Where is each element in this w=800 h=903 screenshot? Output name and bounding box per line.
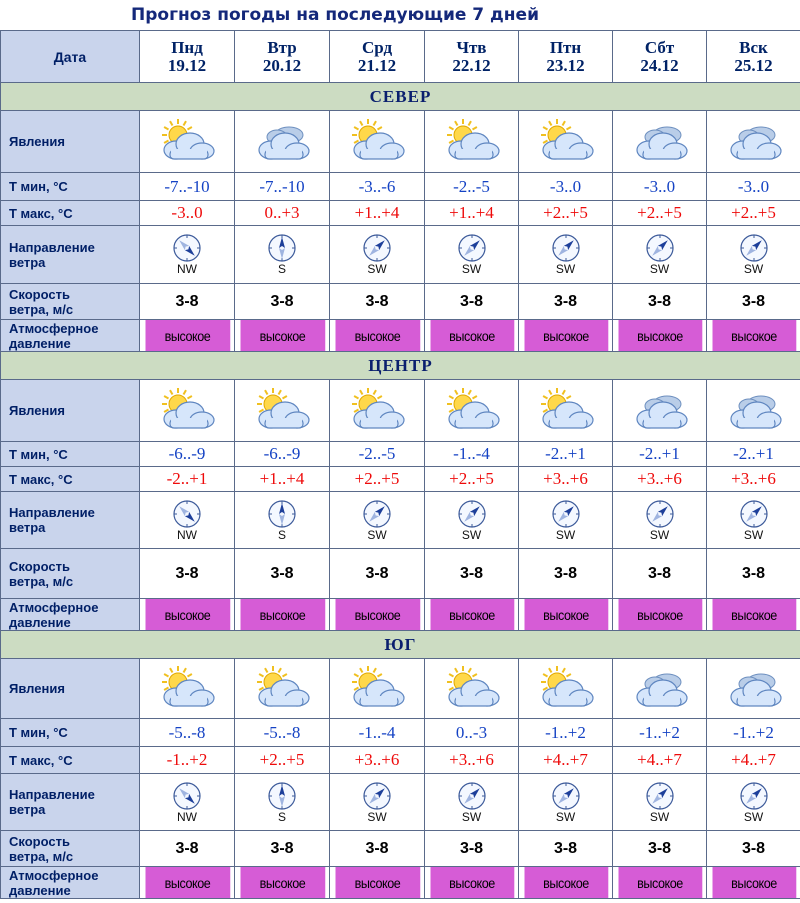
weather-cell <box>613 380 707 442</box>
wind-direction-value: S <box>277 527 286 542</box>
wind-speed-row <box>1 549 800 599</box>
tmax-value: +4..+7 <box>613 747 707 774</box>
wind-direction-row <box>1 226 800 284</box>
tmin-label: Т мин, °С <box>1 442 140 467</box>
tmin-value: -3..0 <box>519 173 613 201</box>
wind-direction-value: SW <box>649 809 670 824</box>
weather-cell <box>707 380 800 442</box>
day-name: Втр <box>267 37 297 57</box>
pressure-value: высокое <box>239 320 325 352</box>
weather-cell <box>140 111 235 173</box>
wind-direction-value: SW <box>555 809 576 824</box>
phenomena-label: Явления <box>1 111 140 173</box>
day-name: Срд <box>361 37 393 57</box>
wind-cell <box>235 226 330 284</box>
wind-direction-value: S <box>277 809 286 824</box>
wind-speed-value: 3-8 <box>140 284 235 320</box>
tmax-value: 0..+3 <box>235 201 330 226</box>
wind-direction-row <box>1 774 800 831</box>
wind-cell <box>140 774 235 831</box>
day-date: 20.12 <box>262 55 302 75</box>
pressure-row <box>1 599 800 631</box>
wind-direction-label <box>1 492 140 549</box>
tmax-value: +1..+4 <box>425 201 519 226</box>
pressure-value: высокое <box>334 599 420 631</box>
wind-cell <box>425 226 519 284</box>
tmax-value: +4..+7 <box>519 747 613 774</box>
tmin-value: -1..-4 <box>330 719 425 747</box>
weather-cell <box>519 659 613 719</box>
tmax-value: +2..+5 <box>519 201 613 226</box>
pressure-value: высокое <box>523 599 608 631</box>
wind-direction-value: SW <box>367 262 387 276</box>
wind-speed-label <box>1 831 140 867</box>
page-title: Прогноз погоды на последующие 7 дней <box>131 5 539 25</box>
wind-direction-value: NW <box>177 527 197 542</box>
pressure-label-line1: Атмосферное <box>9 867 99 883</box>
tmin-value: -5..-8 <box>235 719 330 747</box>
wind-cell <box>140 492 235 549</box>
wind-direction-label-line2: ветра <box>9 520 46 535</box>
day-header <box>330 31 425 83</box>
pressure-value: высокое <box>617 867 702 899</box>
wind-direction-value: SW <box>461 527 482 542</box>
wind-direction-value: SW <box>555 262 576 276</box>
tmax-label: Т макс, °С <box>1 747 140 774</box>
tmin-value: -1..-4 <box>425 442 519 467</box>
wind-speed-value: 3-8 <box>519 549 613 599</box>
pressure-value: высокое <box>429 599 514 631</box>
pressure-label <box>1 320 140 352</box>
day-name: Птн <box>549 37 582 57</box>
compass-icon <box>172 233 202 263</box>
partly-cloudy-icon <box>346 119 408 165</box>
weather-cell <box>140 659 235 719</box>
wind-speed-label-line2: ветра, м/с <box>9 301 74 317</box>
cloudy-icon <box>251 119 313 165</box>
compass-icon <box>457 781 487 811</box>
cloudy-icon <box>629 666 691 712</box>
wind-speed-value: 3-8 <box>613 284 707 320</box>
day-header <box>613 31 707 83</box>
compass-icon <box>362 233 392 263</box>
weather-cell <box>330 380 425 442</box>
region-title: ЦЕНТР <box>1 352 800 380</box>
partly-cloudy-icon <box>535 666 597 712</box>
wind-speed-label <box>1 549 140 599</box>
wind-speed-value: 3-8 <box>330 549 425 599</box>
wind-direction-label-line1: Направление <box>9 787 95 802</box>
wind-cell <box>330 226 425 284</box>
pressure-label-line2: давление <box>9 614 71 630</box>
tmin-value: -2..-5 <box>425 173 519 201</box>
wind-direction-value: S <box>277 262 286 276</box>
weather-cell <box>425 380 519 442</box>
day-date: 22.12 <box>452 55 491 75</box>
pressure-label-line2: давление <box>9 882 71 898</box>
wind-direction-value: SW <box>461 809 482 824</box>
compass-icon <box>267 233 297 263</box>
weather-cell <box>425 111 519 173</box>
wind-cell <box>425 774 519 831</box>
wind-speed-label-line2: ветра, м/с <box>9 573 74 589</box>
wind-direction-value: SW <box>649 262 670 276</box>
wind-direction-value: SW <box>743 809 764 824</box>
wind-speed-value: 3-8 <box>707 284 800 320</box>
wind-direction-label-line1: Направление <box>9 239 95 255</box>
wind-cell <box>425 492 519 549</box>
region-title: СЕВЕР <box>1 83 800 111</box>
compass-icon <box>739 233 769 263</box>
wind-cell <box>140 226 235 284</box>
compass-icon <box>362 781 392 811</box>
tmin-value: -2..+1 <box>519 442 613 467</box>
weather-cell <box>140 380 235 442</box>
tmax-value: -2..+1 <box>140 467 235 492</box>
tmin-value: -1..+2 <box>613 719 707 747</box>
day-header <box>707 31 800 83</box>
compass-icon <box>362 499 392 529</box>
wind-speed-value: 3-8 <box>519 284 613 320</box>
partly-cloudy-icon <box>441 666 503 712</box>
tmax-value: -3..0 <box>140 201 235 226</box>
weather-cell <box>707 111 800 173</box>
wind-direction-label-line2: ветра <box>9 802 46 817</box>
wind-cell <box>613 226 707 284</box>
tmin-value: -6..-9 <box>140 442 235 467</box>
pressure-value: высокое <box>144 867 230 899</box>
wind-direction-value: SW <box>461 262 482 276</box>
wind-cell <box>613 492 707 549</box>
compass-icon <box>645 233 675 263</box>
wind-speed-value: 3-8 <box>519 831 613 867</box>
tmin-row <box>1 173 800 201</box>
tmax-value: +3..+6 <box>613 467 707 492</box>
day-header <box>140 31 235 83</box>
weather-cell <box>330 111 425 173</box>
wind-speed-value: 3-8 <box>235 549 330 599</box>
tmin-value: -3..0 <box>707 173 800 201</box>
cloudy-icon <box>629 388 691 434</box>
wind-cell <box>330 774 425 831</box>
wind-speed-value: 3-8 <box>330 831 425 867</box>
cloudy-icon <box>723 388 785 434</box>
region-row <box>1 631 800 659</box>
tmin-value: -2..+1 <box>707 442 800 467</box>
wind-cell <box>519 492 613 549</box>
wind-speed-label <box>1 284 140 320</box>
wind-cell <box>707 226 800 284</box>
compass-icon <box>172 499 202 529</box>
weather-cell <box>707 659 800 719</box>
tmin-value: -1..+2 <box>519 719 613 747</box>
tmin-row <box>1 442 800 467</box>
weather-cell <box>519 380 613 442</box>
compass-icon <box>739 781 769 811</box>
partly-cloudy-icon <box>251 388 313 434</box>
date-header: Дата <box>1 31 140 83</box>
compass-icon <box>172 781 202 811</box>
weather-cell <box>613 111 707 173</box>
wind-speed-value: 3-8 <box>425 831 519 867</box>
compass-icon <box>267 499 297 529</box>
wind-direction-value: SW <box>367 527 387 542</box>
tmin-value: -5..-8 <box>140 719 235 747</box>
wind-speed-label-line2: ветра, м/с <box>9 848 74 864</box>
partly-cloudy-icon <box>441 388 503 434</box>
compass-icon <box>551 233 581 263</box>
wind-speed-value: 3-8 <box>330 284 425 320</box>
tmin-value: -6..-9 <box>235 442 330 467</box>
pressure-value: высокое <box>429 320 514 352</box>
pressure-value: высокое <box>711 867 796 899</box>
tmax-row <box>1 201 800 226</box>
partly-cloudy-icon <box>156 666 218 712</box>
compass-icon <box>739 499 769 529</box>
wind-direction-value: NW <box>177 262 197 276</box>
pressure-label-line1: Атмосферное <box>9 320 99 336</box>
pressure-value: высокое <box>144 320 230 352</box>
day-header <box>425 31 519 83</box>
tmin-value: -2..-5 <box>330 442 425 467</box>
wind-speed-value: 3-8 <box>613 831 707 867</box>
day-header <box>235 31 330 83</box>
tmin-label: Т мин, °С <box>1 173 140 201</box>
day-date: 24.12 <box>640 55 679 75</box>
wind-direction-value: SW <box>743 262 764 276</box>
wind-speed-value: 3-8 <box>140 549 235 599</box>
weather-cell <box>235 659 330 719</box>
tmax-row <box>1 747 800 774</box>
region-title: ЮГ <box>1 631 800 659</box>
tmax-value: +2..+5 <box>235 747 330 774</box>
tmax-value: +2..+5 <box>425 467 519 492</box>
region-row <box>1 83 800 111</box>
tmin-value: -3..0 <box>613 173 707 201</box>
tmin-value: -3..-6 <box>330 173 425 201</box>
cloudy-icon <box>723 119 785 165</box>
tmax-value: +3..+6 <box>707 467 800 492</box>
compass-icon <box>551 499 581 529</box>
pressure-row <box>1 867 800 899</box>
wind-cell <box>519 226 613 284</box>
tmin-value: -2..+1 <box>613 442 707 467</box>
tmin-row <box>1 719 800 747</box>
pressure-value: высокое <box>711 599 796 631</box>
wind-speed-value: 3-8 <box>613 549 707 599</box>
day-date: 21.12 <box>357 55 397 75</box>
wind-direction-value: SW <box>743 527 764 542</box>
tmax-value: +1..+4 <box>235 467 330 492</box>
wind-direction-value: SW <box>649 527 670 542</box>
compass-icon <box>551 781 581 811</box>
day-name: Пнд <box>171 37 203 57</box>
partly-cloudy-icon <box>346 388 408 434</box>
wind-speed-label-line1: Скорость <box>9 286 70 302</box>
compass-icon <box>457 233 487 263</box>
weather-cell <box>425 659 519 719</box>
compass-icon <box>645 499 675 529</box>
pressure-label-line1: Атмосферное <box>9 599 99 615</box>
wind-cell <box>330 492 425 549</box>
phenomena-row <box>1 111 800 173</box>
tmin-value: 0..-3 <box>425 719 519 747</box>
pressure-value: высокое <box>523 867 608 899</box>
partly-cloudy-icon <box>441 119 503 165</box>
partly-cloudy-icon <box>346 666 408 712</box>
phenomena-row <box>1 380 800 442</box>
wind-direction-value: SW <box>367 809 387 824</box>
tmax-value: +1..+4 <box>330 201 425 226</box>
cloudy-icon <box>723 666 785 712</box>
day-date: 19.12 <box>167 55 207 75</box>
forecast-table <box>0 30 800 899</box>
weather-cell <box>613 659 707 719</box>
day-name: Чтв <box>456 37 487 57</box>
partly-cloudy-icon <box>156 119 218 165</box>
day-name: Сбт <box>644 37 675 57</box>
tmin-value: -1..+2 <box>707 719 800 747</box>
weather-cell <box>330 659 425 719</box>
wind-speed-value: 3-8 <box>707 549 800 599</box>
tmax-row <box>1 467 800 492</box>
weather-cell <box>519 111 613 173</box>
partly-cloudy-icon <box>535 119 597 165</box>
pressure-value: высокое <box>144 599 230 631</box>
wind-cell <box>707 774 800 831</box>
pressure-value: высокое <box>239 867 325 899</box>
compass-icon <box>457 499 487 529</box>
wind-cell <box>613 774 707 831</box>
wind-speed-label-line1: Скорость <box>9 558 70 574</box>
wind-cell <box>707 492 800 549</box>
tmax-value: +3..+6 <box>425 747 519 774</box>
tmax-value: +2..+5 <box>707 201 800 226</box>
region-row <box>1 352 800 380</box>
wind-speed-value: 3-8 <box>140 831 235 867</box>
wind-speed-value: 3-8 <box>425 284 519 320</box>
phenomena-label: Явления <box>1 380 140 442</box>
day-header <box>519 31 613 83</box>
tmax-label: Т макс, °С <box>1 201 140 226</box>
partly-cloudy-icon <box>156 388 218 434</box>
wind-cell <box>235 492 330 549</box>
wind-speed-value: 3-8 <box>425 549 519 599</box>
wind-direction-label <box>1 774 140 831</box>
tmax-value: +4..+7 <box>707 747 800 774</box>
tmin-value: -7..-10 <box>140 173 235 201</box>
day-name: Вск <box>739 37 768 57</box>
tmin-value: -7..-10 <box>235 173 330 201</box>
compass-icon <box>645 781 675 811</box>
compass-icon <box>267 781 297 811</box>
wind-direction-value: NW <box>177 809 197 824</box>
tmax-value: +3..+6 <box>519 467 613 492</box>
wind-cell <box>235 774 330 831</box>
weather-cell <box>235 111 330 173</box>
header-row <box>1 31 800 83</box>
wind-speed-value: 3-8 <box>235 284 330 320</box>
pressure-label-line2: давление <box>9 335 71 351</box>
weather-cell <box>235 380 330 442</box>
pressure-label <box>1 599 140 631</box>
pressure-value: высокое <box>711 320 796 352</box>
wind-direction-row <box>1 492 800 549</box>
tmax-value: +3..+6 <box>330 747 425 774</box>
pressure-value: высокое <box>239 599 325 631</box>
day-date: 25.12 <box>734 55 773 75</box>
phenomena-row <box>1 659 800 719</box>
tmin-label: Т мин, °С <box>1 719 140 747</box>
tmax-value: +2..+5 <box>330 467 425 492</box>
cloudy-icon <box>629 119 691 165</box>
wind-speed-label-line1: Скорость <box>9 833 70 849</box>
pressure-value: высокое <box>334 320 420 352</box>
wind-direction-value: SW <box>555 527 576 542</box>
wind-cell <box>519 774 613 831</box>
wind-speed-value: 3-8 <box>235 831 330 867</box>
pressure-value: высокое <box>523 320 608 352</box>
wind-speed-row <box>1 831 800 867</box>
tmax-value: -1..+2 <box>140 747 235 774</box>
wind-speed-value: 3-8 <box>707 831 800 867</box>
phenomena-label: Явления <box>1 659 140 719</box>
partly-cloudy-icon <box>251 666 313 712</box>
pressure-value: высокое <box>429 867 514 899</box>
tmax-label: Т макс, °С <box>1 467 140 492</box>
pressure-value: высокое <box>617 599 702 631</box>
wind-direction-label-line2: ветра <box>9 254 46 270</box>
wind-direction-label <box>1 226 140 284</box>
day-date: 23.12 <box>546 55 585 75</box>
wind-direction-label-line1: Направление <box>9 505 95 520</box>
pressure-row <box>1 320 800 352</box>
partly-cloudy-icon <box>535 388 597 434</box>
wind-speed-row <box>1 284 800 320</box>
pressure-value: высокое <box>617 320 702 352</box>
tmax-value: +2..+5 <box>613 201 707 226</box>
pressure-label <box>1 867 140 899</box>
pressure-value: высокое <box>334 867 420 899</box>
